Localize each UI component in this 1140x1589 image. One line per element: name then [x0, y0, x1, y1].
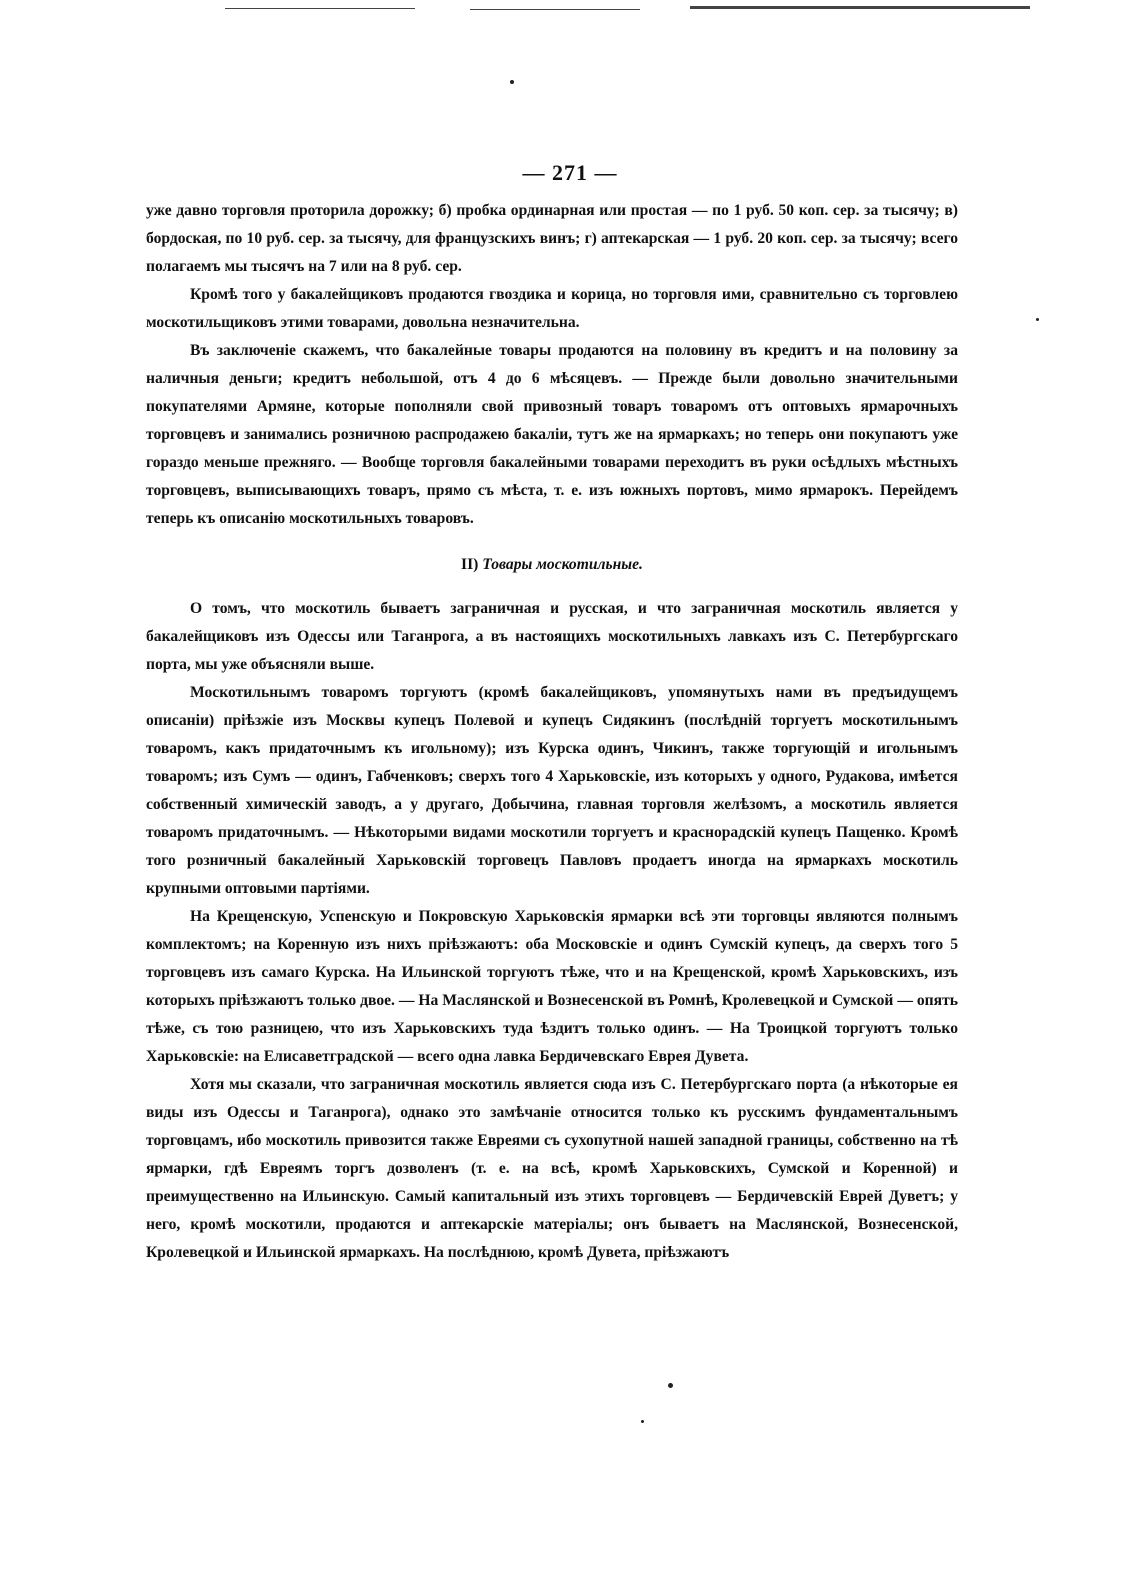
scan-edge-line-right — [690, 6, 1030, 9]
paragraph: Хотя мы сказали, что заграничная москотиль является сюда изъ С. Петербургскаго порта (а нѣкоторые ея виды изъ Одессы и Таганрога), однако это замѣчанiе относится только къ русскимъ фундаментальнымъ торговцамъ, ибо москотиль привозится также Евреями съ сухопутной нашей западной границы, собственно на тѣ ярмарки, гдѣ Евреямъ торгъ дозволенъ (т. е. на всѣ, кромѣ Харьковскихъ, Сумской и Коренной) и преимущественно на Ильинскую. Самый капитальный изъ этихъ торговцевъ — Бердичевскiй Еврей Дуветъ; у него, кромѣ москотили, продаются и аптекарскiе матерiалы; онъ бываетъ на Маслянской, Вознесенской, Кролевецкой и Ильинской ярмаркахъ. На послѣднюю, кромѣ Дувета, прiѣзжаютъ — [146, 1076, 958, 1261]
page-number: — 271 — — [522, 160, 618, 185]
scan-edge-line-middle — [470, 9, 640, 10]
paragraph: уже давно торговля проторила дорожку; б) пробка ординарная или простая — по 1 руб. 50 коп. сер. за тысячу; в) бордоская, по 10 руб. сер. за тысячу, для французскихъ винъ; г) аптекарская — 1 руб. 20 коп. сер. за тысячу; всего полагаемъ мы тысячъ на 7 или на 8 руб. сер. — [146, 202, 958, 275]
paragraph: На Крещенскую, Успенскую и Покровскую Харьковскiя ярмарки всѣ эти торговцы являются полнымъ комплектомъ; на Коренную изъ нихъ прiѣзжаютъ: оба Московскiе и одинъ Сумскiй купецъ, да сверхъ того 5 торговцевъ изъ самаго Курска. На Ильинской торгуютъ тѣже, что и на Крещенской, кромѣ Харьковскихъ, изъ которыхъ прiѣзжаютъ только двое. — На Маслянской и Вознесенской въ Ромнѣ, Кролевецкой и Сумской — опять тѣже, съ тою разницею, что изъ Харьковскихъ туда ѣздитъ только одинъ. — На Троицкой торгуютъ только Харьковскiе: на Елисаветградской — всего одна лавка Бердичевскаго Еврея Дувета. — [146, 908, 958, 1065]
section-heading — [146, 551, 958, 579]
paragraph: Въ заключенiе скажемъ, что бакалейные товары продаются на половину въ кредитъ и на половину за наличныя деньги; кредитъ небольшой, отъ 4 до 6 мѣсяцевъ. — Прежде были довольно значительными покупателями Армяне, которые пополняли свой привозный товаръ товаромъ отъ оптовыхъ ярмарочныхъ торговцевъ и занимались розничною распродажею бакалiи, тутъ же на ярмаркахъ; но теперь они покупаютъ уже гораздо меньше прежняго. — Вообще торговля бакалейными товарами переходитъ въ руки осѣдлыхъ мѣстныхъ торговцевъ, выписывающихъ товаръ, прямо съ мѣста, т. е. изъ южныхъ портовъ, мимо ярмарокъ. Перейдемъ теперь къ описанiю москотильныхъ товаровъ. — [146, 342, 958, 527]
paragraph: О томъ, что москотиль бываетъ заграничная и русская, и что заграничная москотиль является у бакалейщиковъ изъ Одессы или Таганрога, а въ настоящихъ москотильныхъ лавкахъ изъ С. Петербургскаго порта, мы уже объясняли выше. — [146, 600, 958, 673]
section-numeral: II) — [461, 556, 479, 573]
scan-speck — [1036, 318, 1039, 321]
scan-speck — [510, 80, 514, 84]
scan-speck — [641, 1420, 644, 1423]
section-name: Товары москотильные. — [482, 556, 643, 573]
scan-speck — [668, 1383, 673, 1388]
paragraph: Москотильнымъ товаромъ торгуютъ (кромѣ бакалейщиковъ, упомянутыхъ нами въ предъидущемъ описанiи) прiѣзжiе изъ Москвы купецъ Полевой и купецъ Сидякинъ (послѣднiй торгуетъ москотильнымъ товаромъ, какъ придаточнымъ къ игольному); изъ Курска одинъ, Чикинъ, также торгующiй и игольнымъ товаромъ; изъ Сумъ — одинъ, Габченковъ; сверхъ того 4 Харьковскiе, изъ которыхъ у одного, Рудакова, имѣется собственный химическiй заводъ, а у другаго, Добычина, главная торговля желѣзомъ, а москотиль является товаромъ придаточнымъ. — Нѣкоторыми видами москотили торгуетъ и краснорадскiй купецъ Пащенко. Кромѣ того розничный бакалейный Харьковскiй торговецъ Павловъ продаетъ иногда на ярмаркахъ москотиль крупными оптовыми партiями. — [146, 684, 958, 897]
scan-edge-line-left — [225, 8, 415, 9]
paragraph: Кромѣ того у бакалейщиковъ продаются гвоздика и корица, но торговля ими, сравнительно съ торговлею москотильщиковъ этими товарами, довольна незначительна. — [146, 286, 958, 331]
page-body — [146, 197, 958, 1267]
